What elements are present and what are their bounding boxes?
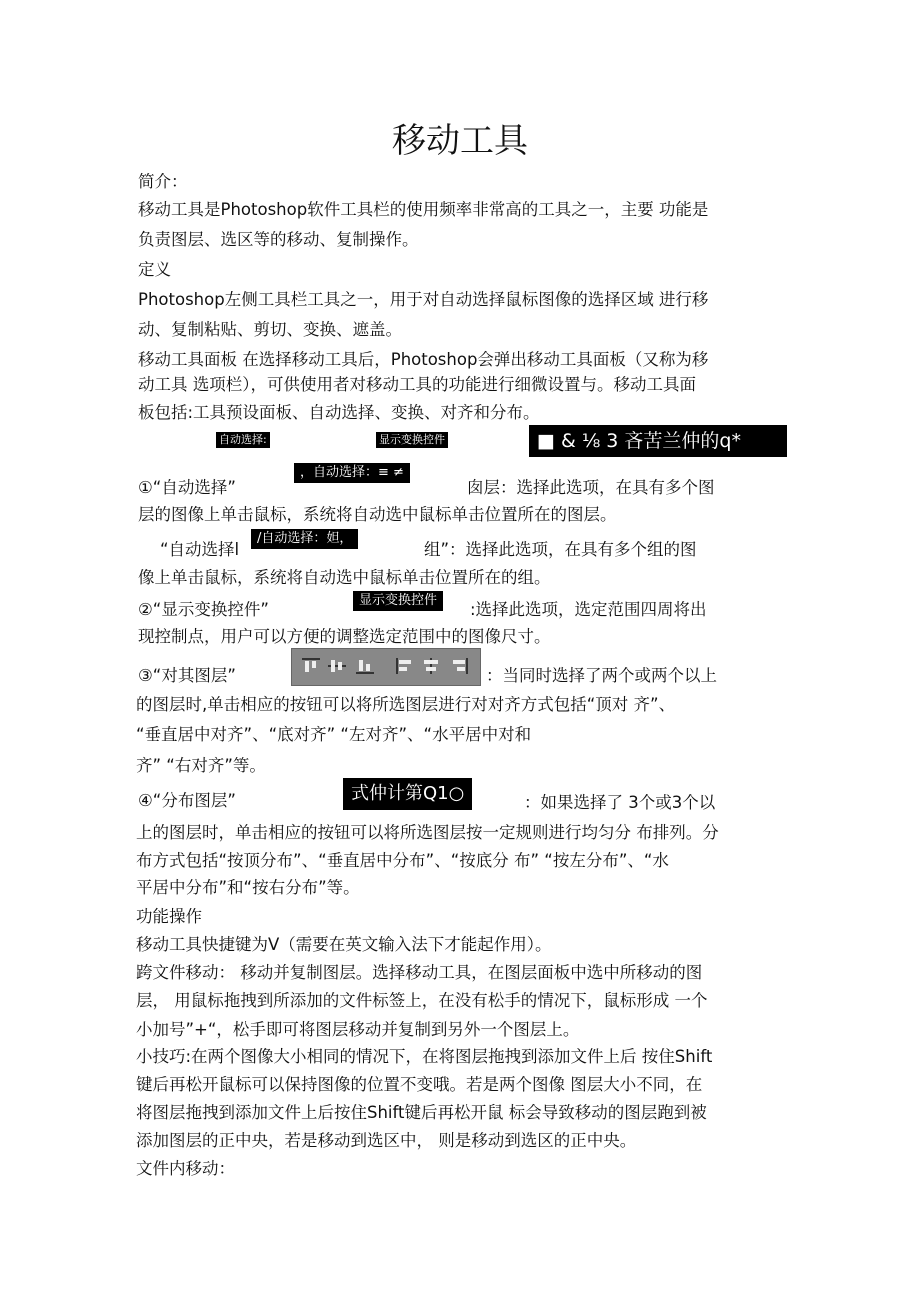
paragraph-line: 层的图像上单击鼠标，系统将自动选中鼠标单击位置所在的图层。 [138,505,617,524]
item-auto-select-title: ①“自动选择” [138,478,236,497]
paragraph-line: 小技巧:在两个图像大小相同的情况下，在将图层拖拽到添加文件上后 按住Shift [136,1047,713,1066]
align-left-icon [396,658,414,674]
item-show-transform-title: ②“显示变换控件” [138,600,269,619]
toolbar-auto-select-label: 自动选择: [216,432,270,448]
paragraph-line: 负责图层、选区等的移动、复制操作。 [138,230,419,249]
heading-intro: 简介： [138,172,188,191]
paragraph-line: 板包括:工具预设面板、自动选择、变换、对齐和分布。 [138,403,540,422]
align-vertical-center-icon [328,658,346,674]
auto-select-group-image: /自动选择：妲， [251,529,358,549]
paragraph-line: :选择此选项，选定范围四周将出 [470,600,707,619]
paragraph-line: 上的图层时，单击相应的按钮可以将所选图层按一定规则进行均匀分 布排列。分 [136,823,719,842]
page-title: 移动工具 [392,121,528,161]
paragraph-line: 跨文件移动： 移动并复制图层。选择移动工具，在图层面板中选中所移动的图 [136,963,703,982]
paragraph-line: 移动工具是Photoshop软件工具栏的使用频率非常高的工具之一，主要 功能是 [138,200,709,219]
auto-select-layer-image: ，自动选择：≡ ≠ [294,463,410,483]
align-top-icon [302,658,320,674]
align-bottom-icon [356,658,374,674]
align-buttons-image [291,648,481,686]
paragraph-line: 添加图层的正中央，若是移动到选区中， 则是移动到选区的正中央。 [136,1131,637,1150]
paragraph-line: 将图层拖拽到添加文件上后按住Shift键后再松开鼠 标会导致移动的图层跑到被 [136,1103,707,1122]
heading-in-file-move: 文件内移动： [136,1159,235,1178]
paragraph-line: ：如果选择了 3个或3个以 [524,793,716,812]
align-horizontal-center-icon [422,658,440,674]
show-transform-image: 显示变换控件 [353,591,443,611]
paragraph-line: Photoshop左侧工具栏工具之一，用于对自动选择鼠标图像的选择区域 进行移 [138,290,709,309]
paragraph-line: ：当同时选择了两个或两个以上 [486,666,717,685]
paragraph-line: 齐” “右对齐”等。 [136,756,266,775]
paragraph-line: 动、复制粘贴、剪切、变换、遮盖。 [138,320,402,339]
paragraph-line: 的图层时,单击相应的按钮可以将所选图层进行对对齐方式包括“顶对 齐”、 [136,695,676,714]
toolbar-align-icons-image: ■ & ⅛ 3 吝苦兰仲的q* [529,425,787,457]
paragraph-line: 组”：选择此选项，在具有多个组的图 [424,540,697,559]
toolbar-show-transform-label: 显示变换控件 [376,432,448,448]
paragraph-line: 移动工具快捷键为V（需要在英文输入法下才能起作用）。 [136,935,552,954]
paragraph-line: 移动工具面板 在选择移动工具后，Photoshop会弹出移动工具面板（又称为移 [138,350,709,369]
align-right-icon [450,658,468,674]
paragraph-line: 小加号”+“，松手即可将图层移动并复制到另外一个图层上。 [136,1020,580,1039]
paragraph-line: 像上单击鼠标，系统将自动选中鼠标单击位置所在的组。 [138,568,551,587]
paragraph-line: 键后再松开鼠标可以保持图像的位置不变哦。若是两个图像 图层大小不同，在 [136,1075,703,1094]
distribute-buttons-image: 式仲计第Q1○ [343,778,472,810]
paragraph-line: 囱层：选择此选项，在具有多个图 [467,478,715,497]
item-align-layers-title: ③“对其图层” [138,666,236,685]
paragraph-line: 现控制点，用户可以方便的调整选定范围中的图像尺寸。 [138,627,551,646]
item-distribute-layers-title: ④“分布图层” [138,791,236,810]
paragraph-line: 动工具 选项栏），可供使用者对移动工具的功能进行细微设置与。移动工具面 [138,375,696,394]
paragraph-line: 层， 用鼠标拖拽到所添加的文件标签上，在没有松手的情况下，鼠标形成 一个 [136,991,708,1010]
paragraph-line: 平居中分布”和“按右分布”等。 [136,878,360,897]
paragraph-line: “垂直居中对齐”、“底对齐” “左对齐”、“水平居中对和 [136,725,532,744]
paragraph-line: 布方式包括“按顶分布”、“垂直居中分布”、“按底分 布” “按左分布”、“水 [136,851,669,870]
heading-function-ops: 功能操作 [136,907,202,926]
heading-definition: 定义 [138,260,171,279]
item-auto-select-group: “自动选择l [160,540,240,559]
